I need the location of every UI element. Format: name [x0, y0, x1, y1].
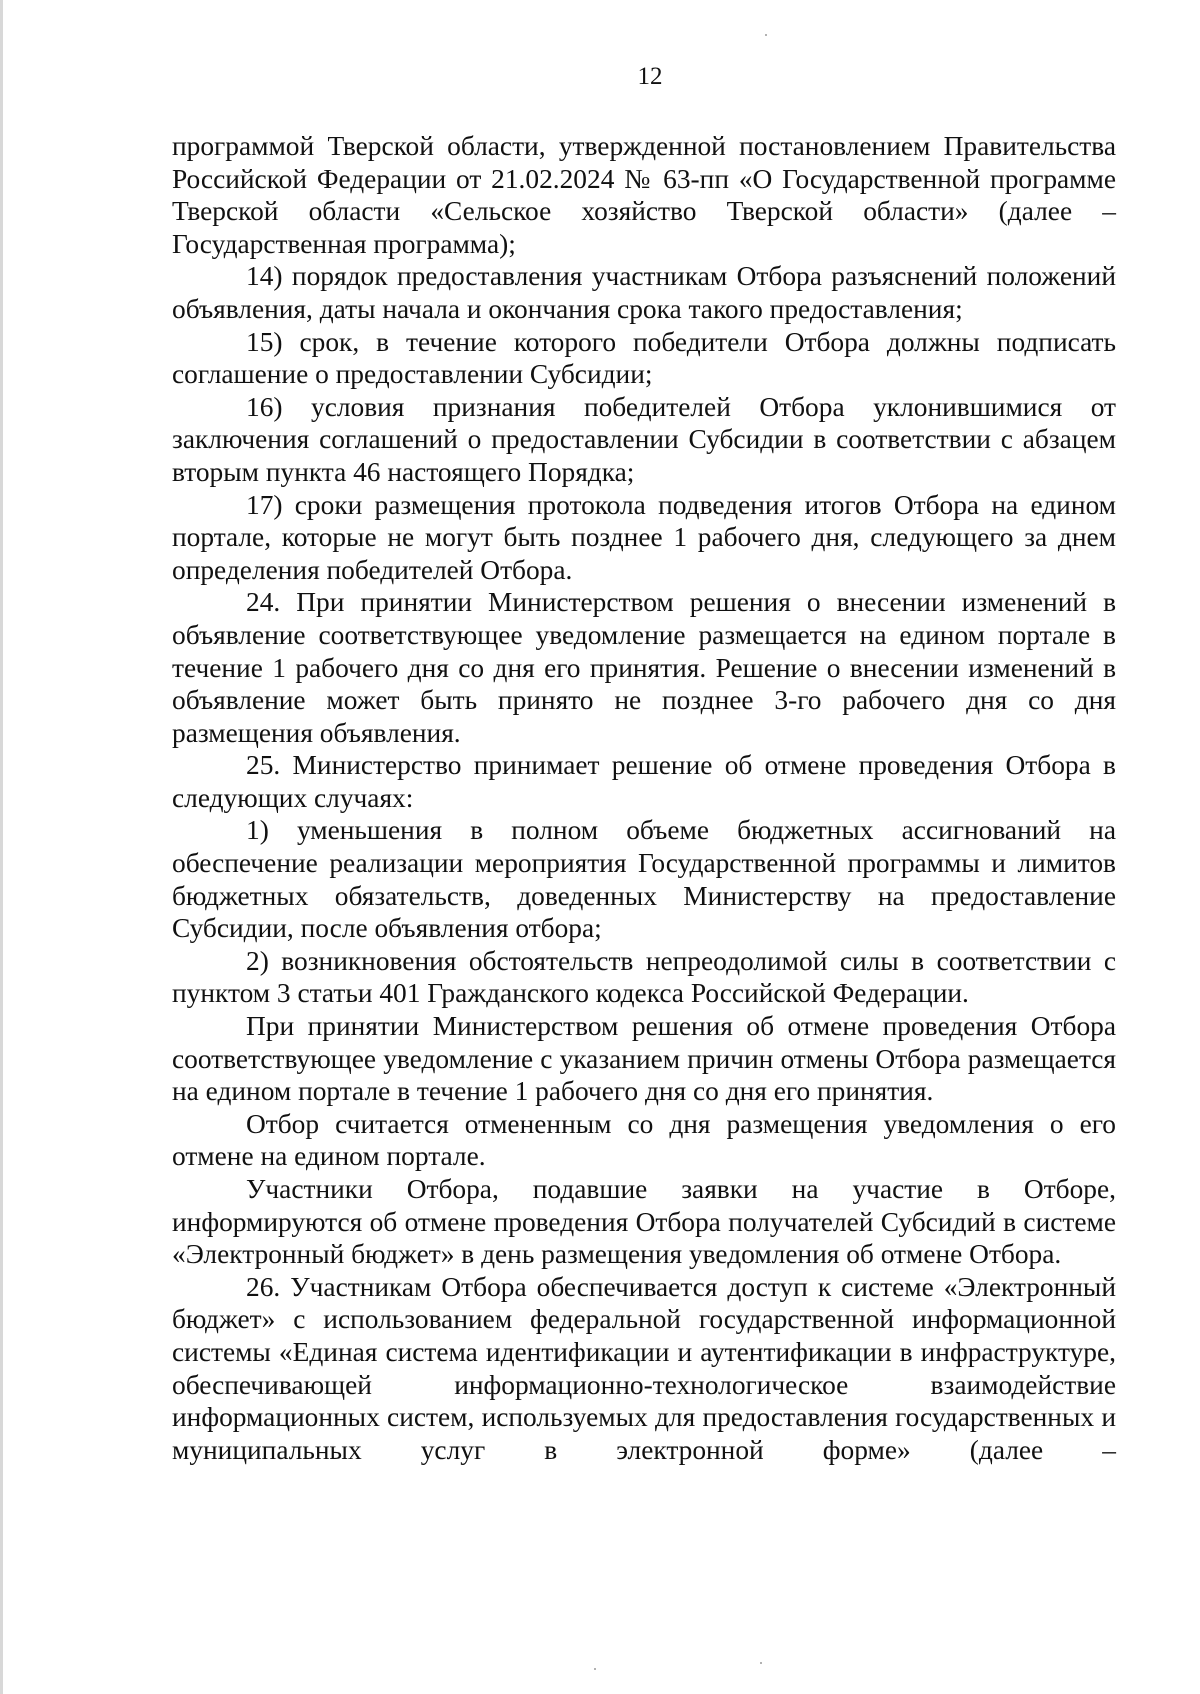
page-number: 12 — [637, 63, 663, 90]
scan-speck — [765, 34, 767, 36]
paragraph-clause-25: 25. Министерство принимает решение об отмене проведения Отбора в следующих случаях: — [172, 750, 1116, 813]
paragraph-item-17: 17) сроки размещения протокола подведения итогов Отбора на едином портале, которые не могут быть позднее 1 рабочего дня, следующего за днем определения победителей Отбора. — [172, 489, 1116, 585]
paragraph-case-2: 2) возникновения обстоятельств непреодолимой силы в соответствии с пунктом 3 статьи 401 Гражданского кодекса Российской Федерации. — [172, 945, 1116, 1009]
scan-edge — [0, 0, 3, 1694]
paragraph-clause-26: 26. Участникам Отбора обеспечивается доступ к системе «Электронный бюджет» с использованием федеральной государственной информационной системы «Единая система идентификации и аутентификации в инфраструктуре, обеспечивающей информационно-технологическое взаимодействие информационных систем, используемых для предоставления государственных и муниципальных услуг в электронной форме» (далее – — [172, 1271, 1116, 1465]
paragraph-cancellation-effective: Отбор считается отмененным со дня размещения уведомления о его отмене на едином портале. — [172, 1108, 1116, 1172]
paragraph-item-14: 14) порядок предоставления участникам Отбора разъяснений положений объявления, даты начала и окончания срока такого предоставления; — [172, 261, 1116, 324]
scan-speck — [760, 1662, 762, 1664]
paragraph-participants-informed: Участники Отбора, подавшие заявки на участие в Отборе, информируются об отмене проведения Отбора получателей Субсидий в системе «Электронный бюджет» в день размещения уведомления об отмене Отбора. — [172, 1174, 1116, 1270]
paragraph-continuation: программой Тверской области, утвержденной постановлением Правительства Российской Федерации от 21.02.2024 № 63-пп «О Государственной программе Тверской области «Сельское хозяйство Тверской области» (далее – Государственная программа); — [172, 131, 1116, 259]
paragraph-case-1: 1) уменьшения в полном объеме бюджетных ассигнований на обеспечение реализации мероприятия Государственной программы и лимитов бюджетных обязательств, доведенных Министерству на предоставление Субсидии, после объявления отбора; — [172, 815, 1116, 944]
document-body — [172, 130, 1116, 1466]
paragraph-cancellation-notice: При принятии Министерством решения об отмене проведения Отбора соответствующее уведомление с указанием причин отмены Отбора размещается на едином портале в течение 1 рабочего дня со дня его принятия. — [172, 1011, 1116, 1107]
paragraph-item-16: 16) условия признания победителей Отбора уклонившимися от заключения соглашений о предоставлении Субсидии в соответствии с абзацем вторым пункта 46 настоящего Порядка; — [172, 391, 1116, 487]
paragraph-clause-24: 24. При принятии Министерством решения о внесении изменений в объявление соответствующее уведомление размещается на едином портале в течение 1 рабочего дня со дня его принятия. Решение о внесении изменений в объявление может быть принято не позднее 3-го рабочего дня со дня размещения объявления. — [172, 587, 1116, 748]
scan-speck — [594, 1668, 596, 1670]
paragraph-item-15: 15) срок, в течение которого победители Отбора должны подписать соглашение о предоставлении Субсидии; — [172, 326, 1116, 390]
